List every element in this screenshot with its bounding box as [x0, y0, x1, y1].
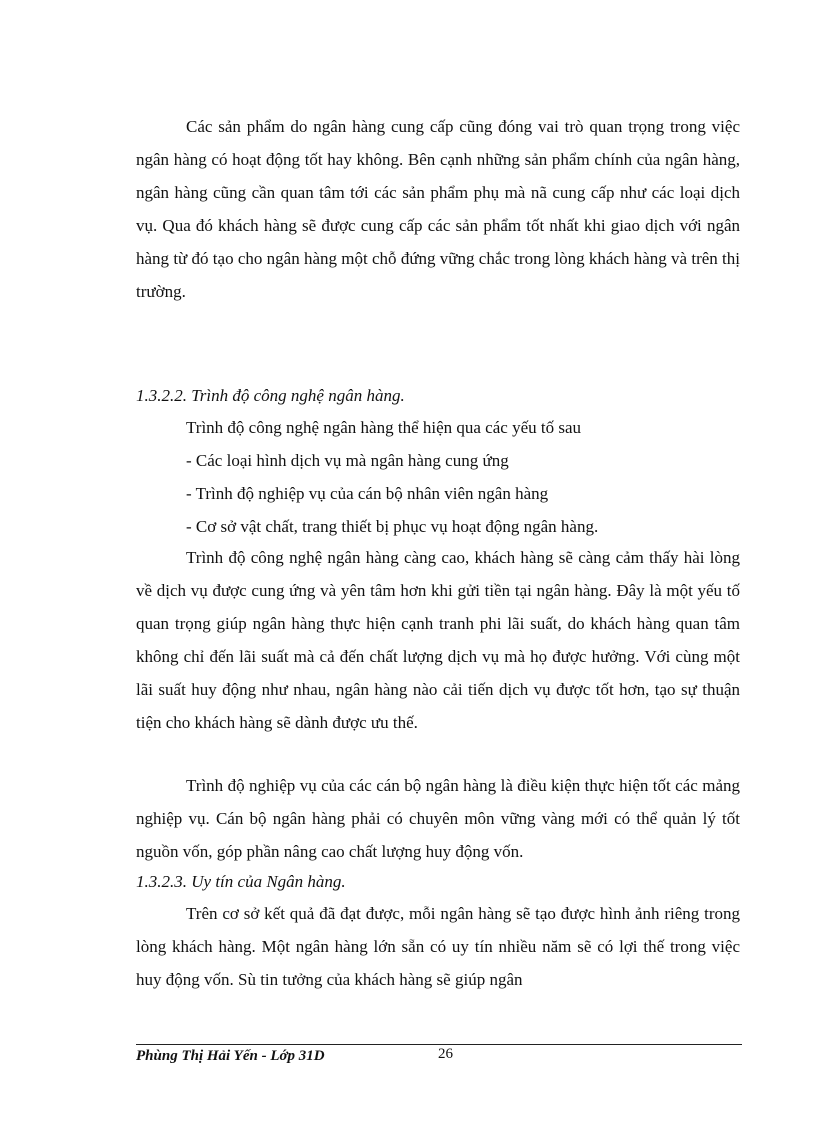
paragraph-technology-level: Trình độ công nghệ ngân hàng càng cao, khách hàng sẽ càng cảm thấy hài lòng về dịch vụ được cung ứng và yên tâm hơn khi gửi tiền tại ngân hàng. Đây là một yếu tố quan trọng giúp ngân hàng thực hiện cạnh tranh phi lãi suất, do khách hàng quan tâm không chỉ đến lãi suất mà cả đến chất lượng dịch vụ mà họ được hưởng. Với cùng một lãi suất huy động như nhau, ngân hàng nào cải tiến dịch vụ được tốt hơn, tạo sự thuận tiện cho khách hàng sẽ dành được ưu thế.: [136, 548, 740, 732]
list-item-services: - Các loại hình dịch vụ mà ngân hàng cung ứng: [186, 451, 509, 470]
paragraph-products: Các sản phẩm do ngân hàng cung cấp cũng đóng vai trò quan trọng trong việc ngân hàng có hoạt động tốt hay không. Bên cạnh những sản phẩm chính của ngân hàng, ngân hàng cũng cần quan tâm tới các sản phẩm phụ mà nã cung cấp như các loại dịch vụ. Qua đó khách hàng sẽ được cung cấp các sản phẩm tốt nhất khi giao dịch với ngân hàng từ đó tạo cho ngân hàng một chỗ đứng vững chắc trong lòng khách hàng và trên thị trường.: [136, 117, 740, 301]
section-heading-reputation: 1.3.2.3. Uy tín của Ngân hàng.: [136, 872, 346, 891]
list-item-staff-skills: - Trình độ nghiệp vụ của cán bộ nhân viên ngân hàng: [186, 484, 549, 503]
paragraph-reputation: Trên cơ sở kết quả đã đạt được, mỗi ngân hàng sẽ tạo được hình ảnh riêng trong lòng khách hàng. Một ngân hàng lớn sẵn có uy tín nhiều năm sẽ có lợi thế trong việc huy động vốn. Sù tin tưởng của khách hàng sẽ giúp ngân: [136, 904, 740, 989]
list-item-facilities: - Cơ sở vật chất, trang thiết bị phục vụ hoạt động ngân hàng.: [186, 517, 599, 536]
section-heading-technology: 1.3.2.2. Trình độ công nghệ ngân hàng.: [136, 386, 405, 405]
page-number: 26: [438, 1046, 453, 1062]
paragraph-staff-skills: Trình độ nghiệp vụ của các cán bộ ngân hàng là điều kiện thực hiện tốt các mảng nghiệp vụ. Cán bộ ngân hàng phải có chuyên môn vững vàng mới có thể quản lý tốt nguồn vốn, góp phần nâng cao chất lượng huy động vốn.: [136, 776, 740, 861]
intro-technology: Trình độ công nghệ ngân hàng thể hiện qua các yếu tố sau: [186, 418, 582, 437]
footer-divider: [136, 1044, 742, 1045]
footer-author: Phùng Thị Hải Yến - Lớp 31D: [136, 1048, 325, 1064]
